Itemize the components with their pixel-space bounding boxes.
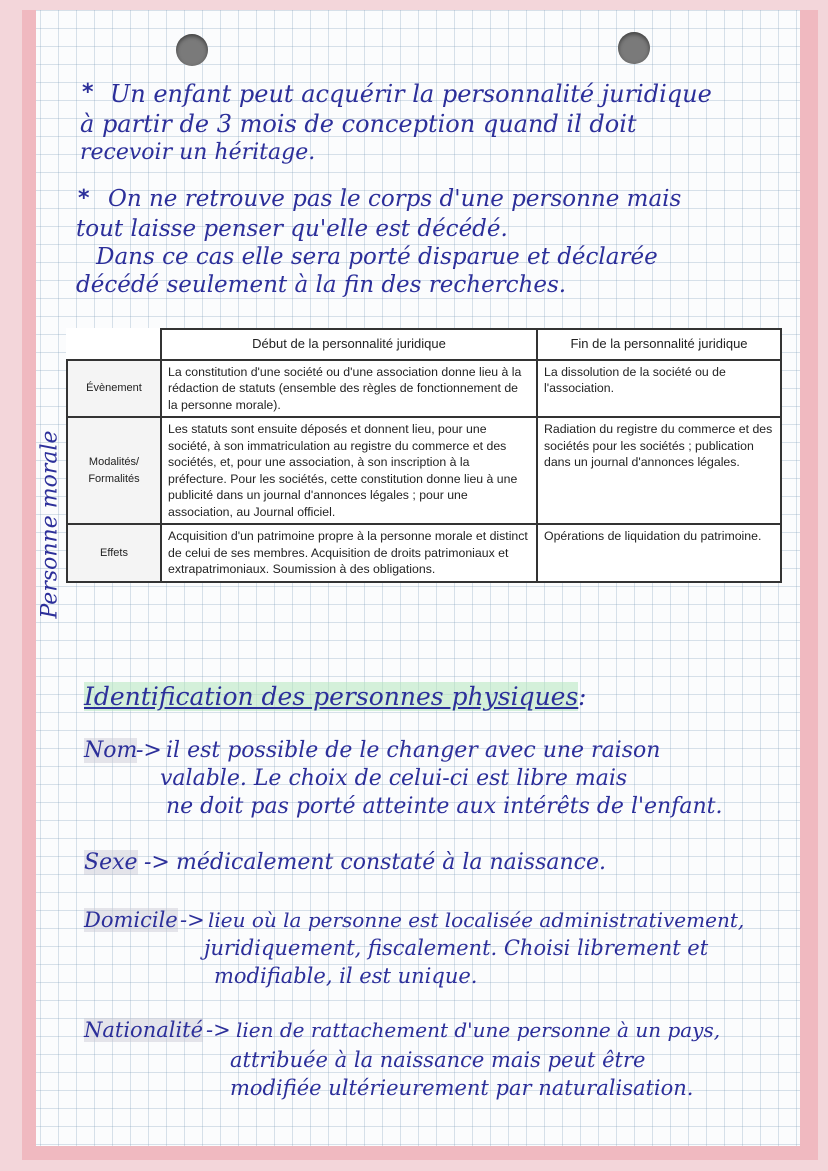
bottom-margin-band (22, 1146, 818, 1160)
legal-personality-table (66, 328, 782, 583)
term-nationalite: Nationalité (84, 1018, 204, 1042)
bullet-star-icon: * (82, 80, 94, 105)
para2-line1: On ne retrouve pas le corps d'une personne mais (108, 186, 682, 212)
para2-line2: tout laisse penser qu'elle est décédé. (76, 216, 508, 242)
para1-line3: recevoir un héritage. (80, 140, 316, 165)
punch-hole-left (176, 34, 208, 66)
nationalite-line1: lien de rattachement d'une personne à un pays, (236, 1018, 721, 1042)
table-row (67, 360, 781, 418)
sexe-line1: médicalement constaté à la naissance. (176, 850, 606, 875)
nom-line2: valable. Le choix de celui-ci est libre mais (160, 766, 628, 791)
arrow-nationalite: -> (206, 1018, 231, 1042)
nationalite-line2: attribuée à la naissance mais peut être (230, 1048, 646, 1072)
right-margin-band (800, 10, 818, 1160)
bullet-star-icon: * (78, 186, 90, 211)
table-row (67, 417, 781, 524)
para1-line1: Un enfant peut acquérir la personnalité juridique (110, 80, 712, 108)
row-label: Évènement (67, 360, 161, 418)
nom-line3: ne doit pas porté atteinte aux intérêts de l'enfant. (166, 794, 723, 819)
nom-line1: il est possible de le changer avec une raison (166, 738, 661, 763)
arrow-domicile: -> (180, 908, 205, 932)
row-start-cell: Les statuts sont ensuite déposés et donnent lieu, pour une société, à son immatriculation au registre du commerce et des sociétés, et, pour une association, à son inscription à la préfecture. Pour les sociétés, cette constitution donne lieu à une publicité dans un journal d'annonces légales ; pour une association, au Journal officiel. (161, 417, 537, 524)
side-label-container (22, 420, 62, 630)
row-start-cell: La constitution d'une société ou d'une association donne lieu à la rédaction de statuts (ensemble des règles de fonctionnement de la personne morale). (161, 360, 537, 418)
term-nom: Nom (84, 738, 138, 763)
header-start: Début de la personnalité juridique (161, 329, 537, 360)
arrow-nom: -> (136, 738, 162, 763)
table-corner-cell (67, 329, 161, 360)
para2-line4: décédé seulement à la fin des recherches. (76, 272, 567, 298)
side-label-personne-morale: Personne morale (37, 430, 63, 619)
arrow-sexe: -> (144, 850, 170, 875)
punch-hole-right (618, 32, 650, 64)
domicile-line3: modifiable, il est unique. (214, 964, 478, 988)
row-start-cell: Acquisition d'un patrimoine propre à la personne morale et distinct de celui de ses membres. Acquisition de droits patrimoniaux et extrapatrimoniaux. Soumission à des obligations. (161, 524, 537, 582)
row-label: Modalités/ Formalités (67, 417, 161, 524)
header-end: Fin de la personnalité juridique (537, 329, 781, 360)
domicile-line2: juridiquement, fiscalement. Choisi librement et (204, 936, 709, 960)
para2-line3: Dans ce cas elle sera porté disparue et déclarée (96, 244, 658, 270)
row-end-cell: Opérations de liquidation du patrimoine. (537, 524, 781, 582)
term-sexe: Sexe (84, 850, 138, 875)
table-header-row (67, 329, 781, 360)
table-row (67, 524, 781, 582)
domicile-line1: lieu où la personne est localisée administrativement, (208, 908, 745, 932)
row-label: Effets (67, 524, 161, 582)
row-end-cell: Radiation du registre du commerce et des sociétés pour les sociétés ; publication dans un journal d'annonces légales. (537, 417, 781, 524)
section-title-colon: : (578, 682, 587, 711)
para1-line2: à partir de 3 mois de conception quand il doit (80, 110, 637, 138)
row-end-cell: La dissolution de la société ou de l'association. (537, 360, 781, 418)
section-title: Identification des personnes physiques (84, 682, 579, 711)
term-domicile: Domicile (84, 908, 178, 932)
nationalite-line3: modifiée ultérieurement par naturalisation. (230, 1076, 694, 1100)
